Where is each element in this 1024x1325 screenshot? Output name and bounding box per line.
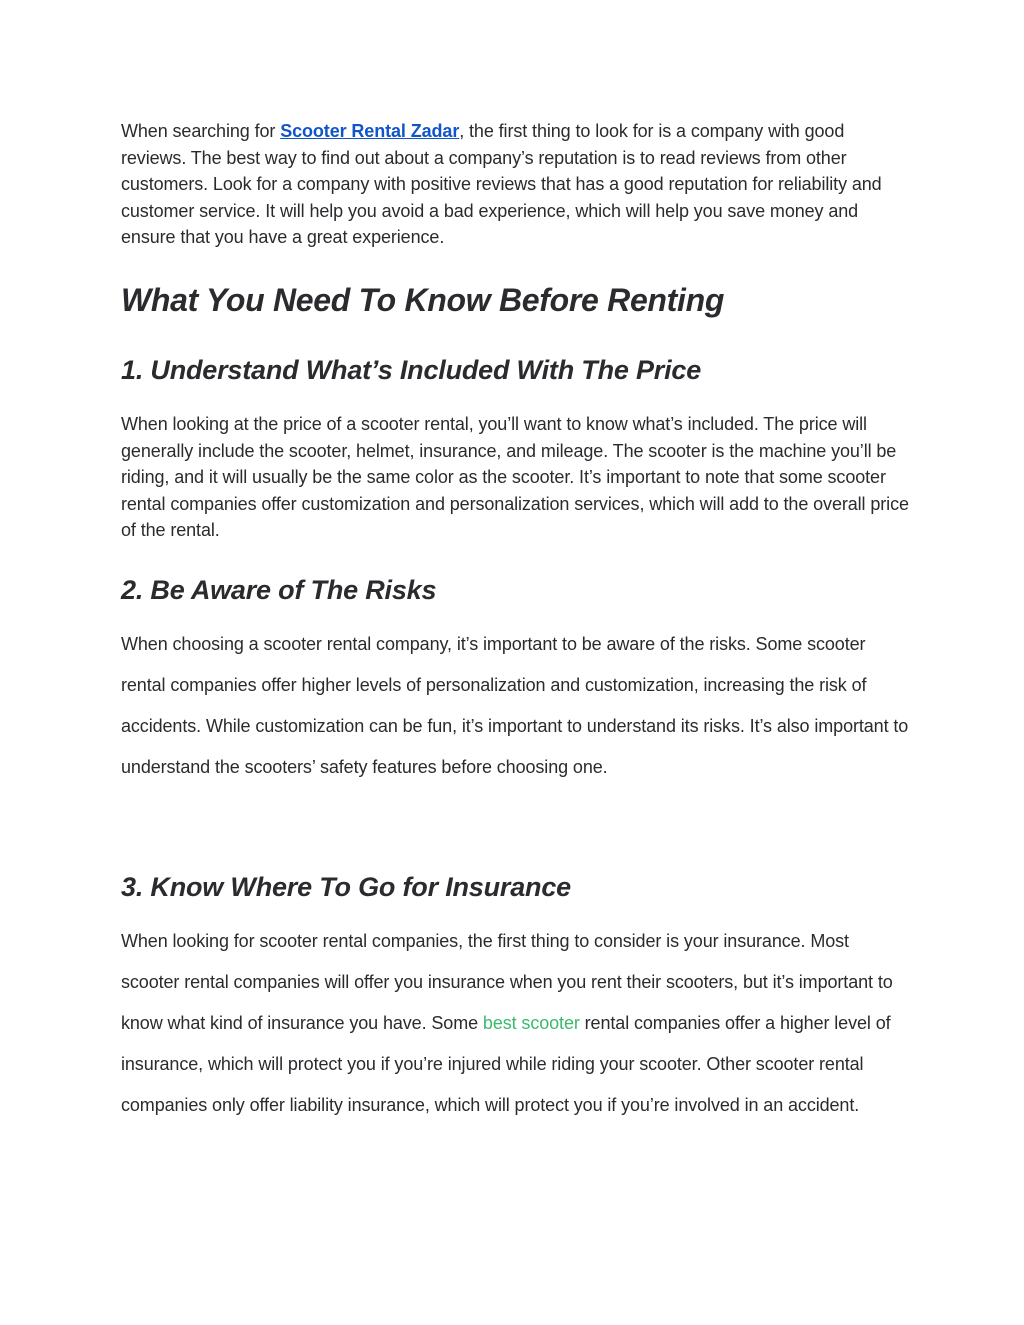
scooter-rental-zadar-link[interactable]: Scooter Rental Zadar [280, 121, 460, 141]
main-heading: What You Need To Know Before Renting [121, 282, 725, 318]
section-3-text-after: rental companies offer a higher level of insurance, which will protect you if you’re injured while riding your scooter. Other scooter rental companies only offer liability insurance, which will protect you if you’re involved in an accident. [121, 1013, 891, 1115]
intro-text-before-link: When searching for [121, 121, 281, 141]
section-3-heading: 3. Know Where To Go for Insurance [121, 872, 571, 902]
section-3-text-before: When looking for scooter rental companies, the first thing to consider is your insurance. Most scooter rental companies will offer you insurance when you rent their scooters, but it’s important to know what kind of insurance you have. Some [121, 931, 893, 1033]
section-1-heading: 1. Understand What’s Included With The Price [121, 355, 702, 385]
section-1-paragraph: When looking at the price of a scooter rental, you’ll want to know what’s included. The price will generally include the scooter, helmet, insurance, and mileage. The scooter is the machine you’ll be riding, and it will usually be the same color as the scooter. It’s important to note that some scooter rental companies offer customization and personalization services, which will add to the overall price of the rental. [121, 414, 909, 540]
intro-text-after-link: , the first thing to look for is a company with good reviews. The best way to find out about a company’s reputation is to read reviews from other customers. Look for a company with positive reviews that has a good reputation for reliability and customer service. It will help you avoid a bad experience, which will help you save money and ensure that you have a great experience. [121, 121, 882, 247]
best-scooter-link[interactable]: best scooter [482, 1013, 580, 1033]
section-3-paragraph [121, 921, 911, 1126]
intro-paragraph [121, 118, 911, 251]
section-2-heading: 2. Be Aware of The Risks [121, 575, 437, 605]
section-2-paragraph: When choosing a scooter rental company, it’s important to be aware of the risks. Some scooter rental companies offer higher levels of personalization and customization, increasing the risk of accidents. While customization can be fun, it’s important to understand its risks. It’s also important to understand the scooters’ safety features before choosing one. [121, 634, 909, 777]
